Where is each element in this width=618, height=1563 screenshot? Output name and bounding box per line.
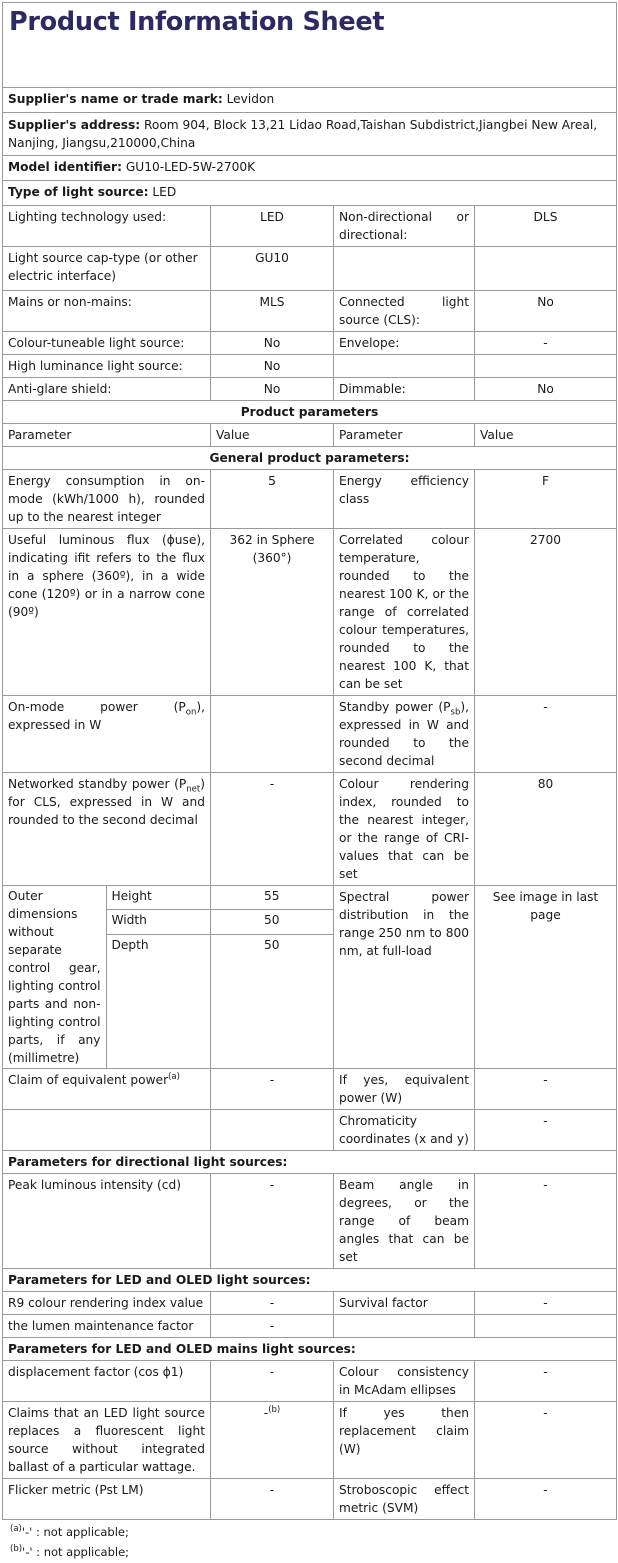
supplier-name-value: Levidon: [226, 92, 275, 106]
param-value: -: [475, 1479, 617, 1520]
section-heading: Product parameters: [3, 401, 617, 424]
param-label: Envelope:: [334, 332, 475, 355]
text: Claim of equivalent power: [8, 1073, 169, 1087]
param-value: No: [211, 355, 334, 378]
footnote-a: [10, 1523, 616, 1543]
param-value: [475, 247, 617, 291]
param-value: -: [475, 1110, 617, 1151]
param-label: Chromaticity coordinates (x and y): [334, 1110, 475, 1151]
column-headers-row: [3, 424, 617, 447]
subscript: net: [186, 784, 201, 795]
dimension-value: 55: [210, 886, 333, 910]
param-label: Mains or non-mains:: [3, 291, 211, 332]
param-value: 362 in Sphere (360°): [211, 529, 334, 696]
param-value: 2700: [475, 529, 617, 696]
type-row: [3, 181, 617, 206]
title-cell: [3, 3, 617, 88]
param-label: Spectral power distribution in the range 250 nm to 800 nm, at full-load: [334, 886, 475, 1069]
type-value: LED: [152, 185, 177, 199]
section-heading: Parameters for LED and OLED mains light sources:: [3, 1338, 617, 1361]
dimensions-row: [3, 886, 617, 1069]
subscript: on: [185, 707, 197, 718]
param-label: Useful luminous flux (ϕuse), indicating ifit refers to the flux in a sphere (360º), in a wide cone (120º) or in a narrow cone (90º): [3, 529, 211, 696]
param-label: [3, 1069, 211, 1110]
page-title: Product Information Sheet: [9, 7, 385, 37]
high-luminance-row: [3, 355, 617, 378]
footnote-text: '-' : not applicable;: [21, 1525, 129, 1539]
param-value: [475, 1315, 617, 1338]
param-label: Flicker metric (Pst LM): [3, 1479, 211, 1520]
param-value: -: [211, 1315, 334, 1338]
param-value: MLS: [211, 291, 334, 332]
general-heading-row: [3, 447, 617, 470]
param-value: F: [475, 470, 617, 529]
param-label: Energy consumption in on-mode (kWh/1000 h), rounded up to the nearest integer: [3, 470, 211, 529]
param-label: Colour rendering index, rounded to the nearest integer, or the range of CRI-values that can be set: [334, 773, 475, 886]
dimension-value: 50: [210, 910, 333, 934]
luminous-flux-row: [3, 529, 617, 696]
column-header: Parameter: [334, 424, 475, 447]
lighting-tech-row: [3, 206, 617, 247]
mains-row: [3, 291, 617, 332]
superscript: (b): [268, 1404, 281, 1415]
param-label: displacement factor (cos ϕ1): [3, 1361, 211, 1402]
param-label: Energy efficiency class: [334, 470, 475, 529]
dimension-name: Depth: [106, 934, 210, 958]
param-label: R9 colour rendering index value: [3, 1292, 211, 1315]
param-value: -: [211, 1069, 334, 1110]
r9-row: [3, 1292, 617, 1315]
anti-glare-row: [3, 378, 617, 401]
param-label: [334, 355, 475, 378]
column-header: Parameter: [3, 424, 211, 447]
param-label: [334, 247, 475, 291]
param-label: Anti-glare shield:: [3, 378, 211, 401]
param-value: -: [475, 1069, 617, 1110]
product-parameters-heading-row: [3, 401, 617, 424]
lumen-maintenance-row: [3, 1315, 617, 1338]
dimension-name: Height: [106, 886, 210, 910]
flicker-row: [3, 1479, 617, 1520]
info-table: [2, 2, 617, 1520]
param-label: Connected light source (CLS):: [334, 291, 475, 332]
product-information-sheet: [2, 2, 616, 1563]
param-value: No: [211, 332, 334, 355]
dimensions-label: Outer dimensions without separate control gear, lighting control parts and non-lighting control parts, if any (millimetre): [3, 886, 106, 1068]
param-label: Correlated colour temperature, rounded to the nearest 100 K, or the range of correlated colour temperatures, rounded to the nearest 100 K, that can be set: [334, 529, 475, 696]
param-label: [334, 1315, 475, 1338]
param-value: DLS: [475, 206, 617, 247]
param-label: [3, 773, 211, 886]
led-heading-row: [3, 1269, 617, 1292]
param-label: [3, 696, 211, 773]
type-label: Type of light source:: [8, 185, 149, 199]
param-value: No: [475, 291, 617, 332]
text: ), expressed in W: [8, 700, 205, 732]
supplier-name-row: [3, 88, 617, 113]
supplier-name-cell: [3, 88, 617, 113]
param-value: [211, 1402, 334, 1479]
dimensions-cell: [3, 886, 334, 1069]
param-label: [334, 696, 475, 773]
param-value: -: [211, 1479, 334, 1520]
dimension-name: Width: [106, 910, 210, 934]
param-label: Survival factor: [334, 1292, 475, 1315]
footnote-mark: (b): [10, 1544, 23, 1555]
chromaticity-row: [3, 1110, 617, 1151]
param-label: If yes, equivalent power (W): [334, 1069, 475, 1110]
param-label: the lumen maintenance factor: [3, 1315, 211, 1338]
param-value: -: [211, 1174, 334, 1269]
type-cell: [3, 181, 617, 206]
param-label: Lighting technology used:: [3, 206, 211, 247]
param-label: Non-directional or directional:: [334, 206, 475, 247]
dimension-value: [210, 958, 333, 1068]
param-value: LED: [211, 206, 334, 247]
param-value: No: [211, 378, 334, 401]
param-value: [211, 696, 334, 773]
param-value: -: [211, 773, 334, 886]
supplier-address-label: Supplier's address:: [8, 118, 141, 132]
param-label: Colour consistency in McAdam ellipses: [334, 1361, 475, 1402]
dimension-name: [106, 958, 210, 1068]
param-label: If yes then replacement claim (W): [334, 1402, 475, 1479]
section-heading: General product parameters:: [3, 447, 617, 470]
param-label: Peak luminous intensity (cd): [3, 1174, 211, 1269]
param-value: [211, 1110, 334, 1151]
footnote-mark: (a): [10, 1524, 22, 1535]
fluorescent-claim-row: [3, 1402, 617, 1479]
text: Standby power (P: [339, 700, 451, 714]
param-label: Light source cap-type (or other electric interface): [3, 247, 211, 291]
peak-intensity-row: [3, 1174, 617, 1269]
param-value: See image in last page: [475, 886, 617, 1069]
dimensions-table: [3, 886, 333, 1068]
model-row: [3, 156, 617, 181]
title-row: [3, 3, 617, 88]
energy-row: [3, 470, 617, 529]
param-value: 80: [475, 773, 617, 886]
param-label: Stroboscopic effect metric (SVM): [334, 1479, 475, 1520]
param-value: -: [475, 1292, 617, 1315]
directional-heading-row: [3, 1151, 617, 1174]
text: -: [263, 1406, 269, 1420]
supplier-address-row: [3, 113, 617, 156]
dimension-value: 50: [210, 934, 333, 958]
footnote-text: '-' : not applicable;: [22, 1545, 130, 1559]
equivalent-power-row: [3, 1069, 617, 1110]
param-value: -: [211, 1292, 334, 1315]
text: ), expressed in W and rounded to the second decimal: [339, 700, 469, 768]
text: ) for CLS, expressed in W and rounded to the second decimal: [8, 777, 205, 827]
supplier-address-value: Room 904, Block 13,21 Lidao Road,Taishan Subdistrict,Jiangbei New Areal, Nanjing, Jiangsu,210000,China: [8, 118, 598, 150]
param-value: [475, 355, 617, 378]
param-value: 5: [211, 470, 334, 529]
param-label: Colour-tuneable light source:: [3, 332, 211, 355]
power-row: [3, 696, 617, 773]
param-label: Claims that an LED light source replaces a fluorescent light source without integrated ballast of a particular wattage.: [3, 1402, 211, 1479]
supplier-name-label: Supplier's name or trade mark:: [8, 92, 223, 106]
param-value: No: [475, 378, 617, 401]
cap-type-row: [3, 247, 617, 291]
footnote-b: [10, 1543, 616, 1563]
text: Networked standby power (P: [8, 777, 187, 791]
column-header: Value: [211, 424, 334, 447]
networked-standby-row: [3, 773, 617, 886]
param-label: High luminance light source:: [3, 355, 211, 378]
text: On-mode power (P: [8, 700, 186, 714]
subscript: sb: [450, 707, 461, 718]
superscript: (a): [168, 1071, 180, 1082]
supplier-address-cell: [3, 113, 617, 156]
param-value: -: [475, 1174, 617, 1269]
param-label: [3, 1110, 211, 1151]
param-value: -: [211, 1361, 334, 1402]
mains-heading-row: [3, 1338, 617, 1361]
colour-tuneable-row: [3, 332, 617, 355]
footnotes: [2, 1523, 616, 1563]
model-value: GU10-LED-5W-2700K: [125, 160, 256, 174]
param-value: -: [475, 696, 617, 773]
section-heading: Parameters for directional light sources:: [3, 1151, 617, 1174]
section-heading: Parameters for LED and OLED light sources:: [3, 1269, 617, 1292]
column-header: Value: [475, 424, 617, 447]
model-cell: [3, 156, 617, 181]
param-label: Dimmable:: [334, 378, 475, 401]
dimension-row: [3, 886, 333, 910]
param-value: GU10: [211, 247, 334, 291]
param-value: -: [475, 1361, 617, 1402]
displacement-row: [3, 1361, 617, 1402]
param-value: -: [475, 332, 617, 355]
param-value: -: [475, 1402, 617, 1479]
model-label: Model identifier:: [8, 160, 122, 174]
param-label: Beam angle in degrees, or the range of beam angles that can be set: [334, 1174, 475, 1269]
